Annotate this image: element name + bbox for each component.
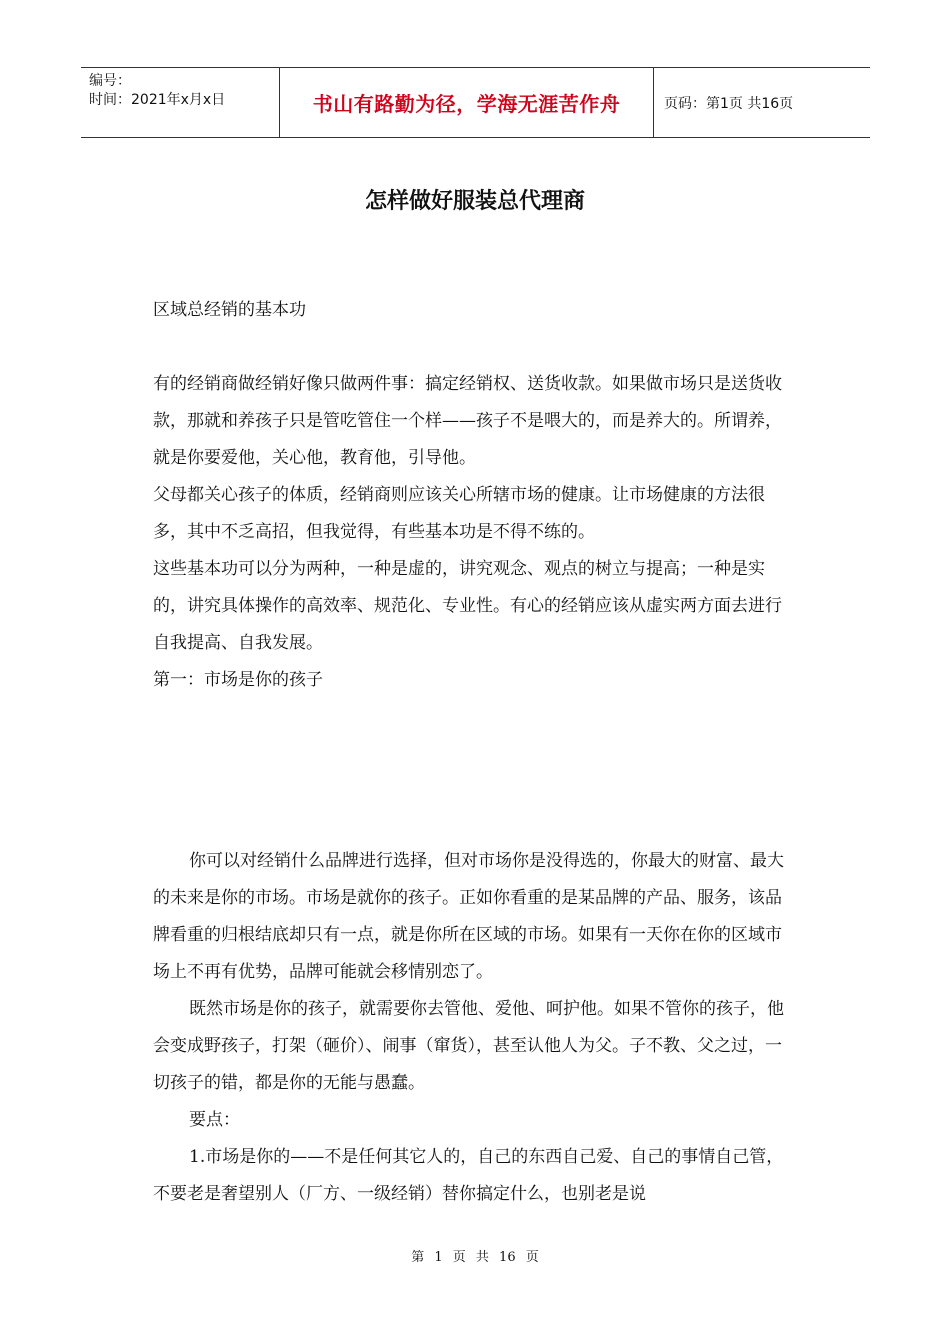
header-page-info: 页码：第1页 共16页 — [664, 95, 794, 112]
paragraph: 有的经销商做经销好像只做两件事：搞定经销权、送货收款。如果做市场只是送货收款，那就和养孩子只是管吃管住一个样——孩子不是喂大的，而是养大的。所谓养，就是你要爱他，关心他，教育他，引导他。 — [153, 374, 782, 468]
paragraph: 父母都关心孩子的体质，经销商则应该关心所辖市场的健康。让市场健康的方法很多，其中不乏高招，但我觉得，有些基本功是不得不练的。 — [153, 485, 765, 542]
subsection-heading: 第一：市场是你的孩子 — [153, 670, 323, 690]
document-header — [81, 67, 870, 138]
section-heading: 区域总经销的基本功 — [153, 300, 306, 320]
body-paragraph: 既然市场是你的孩子，就需要你去管他、爱他、呵护他。如果不管你的孩子，他会变成野孩子，打架（砸价）、闹事（窜货），甚至认他人为父。子不教、父之过，一切孩子的错，都是你的无能与愚蠢。 — [153, 999, 784, 1093]
body-paragraph: 1.市场是你的——不是任何其它人的，自己的东西自己爱、自己的事情自己管，不要老是奢望别人（厂方、一级经销）替你搞定什么，也别老是说 — [153, 1147, 784, 1204]
paragraph: 这些基本功可以分为两种，一种是虚的，讲究观念、观点的树立与提高；一种是实的，讲究具体操作的高效率、规范化、专业性。有心的经销应该从虚实两方面去进行自我提高、自我发展。 — [153, 559, 782, 653]
body-paragraph: 你可以对经销什么品牌进行选择，但对市场你是没得选的，你最大的财富、最大的未来是你的市场。市场是就你的孩子。正如你看重的是某品牌的产品、服务，该品牌看重的归根结底却只有一点，就是你所在区域的市场。如果有一天你在你的区域市场上不再有优势，品牌可能就会移情别恋了。 — [153, 851, 784, 982]
key-points-label: 要点： — [189, 1110, 240, 1130]
number-label: 编号： — [89, 73, 131, 89]
page-footer: 第 1 页 共 16 页 — [411, 1250, 539, 1265]
header-meta-cell — [81, 68, 280, 137]
document-title: 怎样做好服装总代理商 — [364, 189, 585, 214]
time-label: 时间：2021年x月x日 — [89, 92, 226, 108]
header-motto: 书山有路勤为径，学海无涯苦作舟 — [280, 68, 654, 137]
